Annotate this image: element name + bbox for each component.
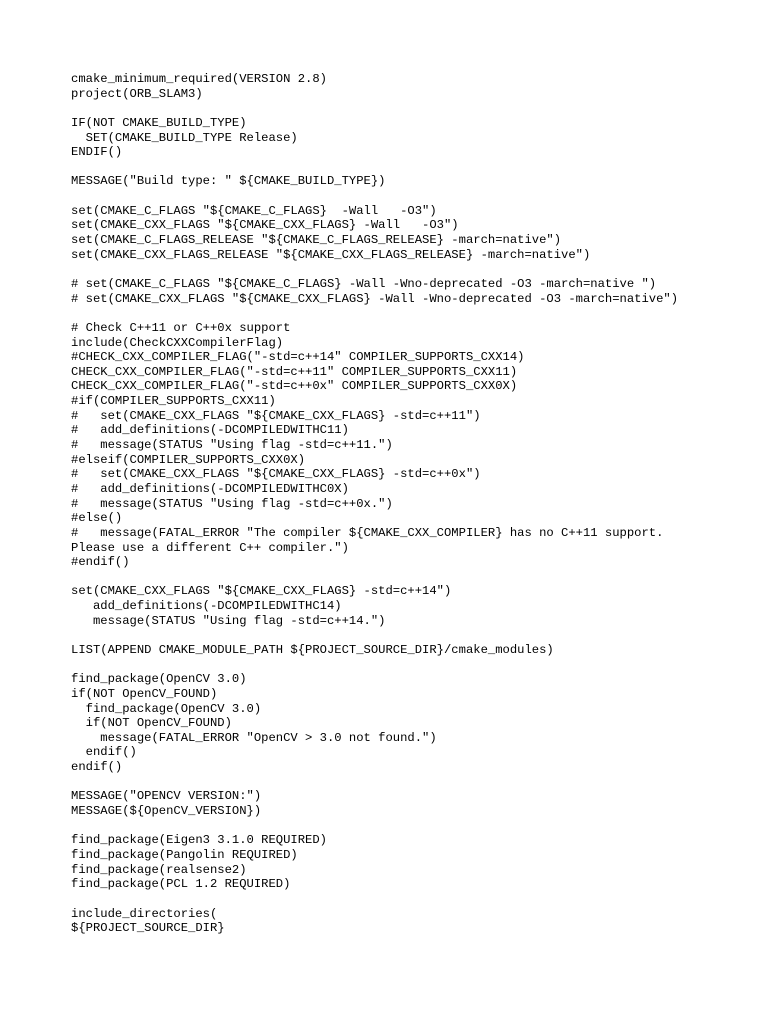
- code-line: find_package(Pangolin REQUIRED): [71, 847, 298, 862]
- code-line: # add_definitions(-DCOMPILEDWITHC11): [71, 423, 349, 438]
- code-line: add_definitions(-DCOMPILEDWITHC14): [71, 599, 342, 614]
- code-line: if(NOT OpenCV_FOUND): [71, 716, 232, 731]
- code-line: message(FATAL_ERROR "OpenCV > 3.0 not found."): [71, 730, 437, 745]
- code-line: [71, 628, 678, 643]
- code-line: [71, 306, 678, 321]
- code-line: ENDIF(): [71, 145, 123, 160]
- code-line: [71, 189, 678, 204]
- code-line: include_directories(: [71, 906, 218, 921]
- code-line: MESSAGE(${OpenCV_VERSION}): [71, 804, 262, 819]
- code-line: include(CheckCXXCompilerFlag): [71, 335, 284, 350]
- code-line: find_package(realsense2): [71, 862, 247, 877]
- code-line: MESSAGE("Build type: " ${CMAKE_BUILD_TYPE}): [71, 174, 386, 189]
- code-line: # set(CMAKE_C_FLAGS "${CMAKE_C_FLAGS} -Wall -Wno-deprecated -O3 -march=native "): [71, 276, 657, 291]
- code-line: set(CMAKE_CXX_FLAGS "${CMAKE_CXX_FLAGS} -std=c++14"): [71, 584, 452, 599]
- code-line: endif(): [71, 760, 123, 775]
- code-line: [71, 658, 678, 673]
- code-line: CHECK_CXX_COMPILER_FLAG("-std=c++11" COMPILER_SUPPORTS_CXX11): [71, 364, 518, 379]
- code-line: Please use a different C++ compiler."): [71, 540, 349, 555]
- code-line: set(CMAKE_C_FLAGS "${CMAKE_C_FLAGS} -Wall -O3"): [71, 203, 437, 218]
- code-line: [71, 160, 678, 175]
- code-line: message(STATUS "Using flag -std=c++14."): [71, 613, 386, 628]
- code-line: # set(CMAKE_CXX_FLAGS "${CMAKE_CXX_FLAGS} -std=c++11"): [71, 408, 481, 423]
- code-line: set(CMAKE_CXX_FLAGS "${CMAKE_CXX_FLAGS} -Wall -O3"): [71, 218, 459, 233]
- code-line: # Check C++11 or C++0x support: [71, 320, 291, 335]
- code-line: #if(COMPILER_SUPPORTS_CXX11): [71, 394, 276, 409]
- code-line: # message(FATAL_ERROR "The compiler ${CMAKE_CXX_COMPILER} has no C++11 support.: [71, 525, 664, 540]
- code-line: # message(STATUS "Using flag -std=c++0x."): [71, 496, 393, 511]
- code-line: LIST(APPEND CMAKE_MODULE_PATH ${PROJECT_SOURCE_DIR}/cmake_modules): [71, 642, 554, 657]
- code-line: # set(CMAKE_CXX_FLAGS "${CMAKE_CXX_FLAGS} -std=c++0x"): [71, 467, 481, 482]
- code-line: CHECK_CXX_COMPILER_FLAG("-std=c++0x" COMPILER_SUPPORTS_CXX0X): [71, 379, 518, 394]
- code-line: set(CMAKE_C_FLAGS_RELEASE "${CMAKE_C_FLAGS_RELEASE} -march=native"): [71, 233, 562, 248]
- code-line: IF(NOT CMAKE_BUILD_TYPE): [71, 115, 247, 130]
- cmake-code-block: [71, 72, 678, 936]
- code-line: MESSAGE("OPENCV VERSION:"): [71, 789, 262, 804]
- code-line: [71, 819, 678, 834]
- code-line: [71, 101, 678, 116]
- code-line: #elseif(COMPILER_SUPPORTS_CXX0X): [71, 452, 306, 467]
- code-line: find_package(Eigen3 3.1.0 REQUIRED): [71, 833, 327, 848]
- code-line: endif(): [71, 745, 137, 760]
- code-line: cmake_minimum_required(VERSION 2.8): [71, 72, 327, 86]
- code-line: set(CMAKE_CXX_FLAGS_RELEASE "${CMAKE_CXX_FLAGS_RELEASE} -march=native"): [71, 247, 591, 262]
- code-line: [71, 775, 678, 790]
- code-line: [71, 570, 678, 585]
- code-line: find_package(PCL 1.2 REQUIRED): [71, 877, 291, 892]
- code-line: project(ORB_SLAM3): [71, 86, 203, 101]
- code-line: [71, 262, 678, 277]
- code-line: # add_definitions(-DCOMPILEDWITHC0X): [71, 481, 349, 496]
- code-line: [71, 892, 678, 907]
- code-line: # set(CMAKE_CXX_FLAGS "${CMAKE_CXX_FLAGS} -Wall -Wno-deprecated -O3 -march=native"): [71, 291, 679, 306]
- code-line: if(NOT OpenCV_FOUND): [71, 686, 218, 701]
- code-line: find_package(OpenCV 3.0): [71, 701, 262, 716]
- code-line: find_package(OpenCV 3.0): [71, 672, 247, 687]
- code-line: #else(): [71, 511, 123, 526]
- code-line: SET(CMAKE_BUILD_TYPE Release): [71, 130, 298, 145]
- code-line: #endif(): [71, 555, 130, 570]
- code-line: # message(STATUS "Using flag -std=c++11."): [71, 438, 393, 453]
- code-line: #CHECK_CXX_COMPILER_FLAG("-std=c++14" COMPILER_SUPPORTS_CXX14): [71, 350, 525, 365]
- code-line: ${PROJECT_SOURCE_DIR}: [71, 921, 225, 936]
